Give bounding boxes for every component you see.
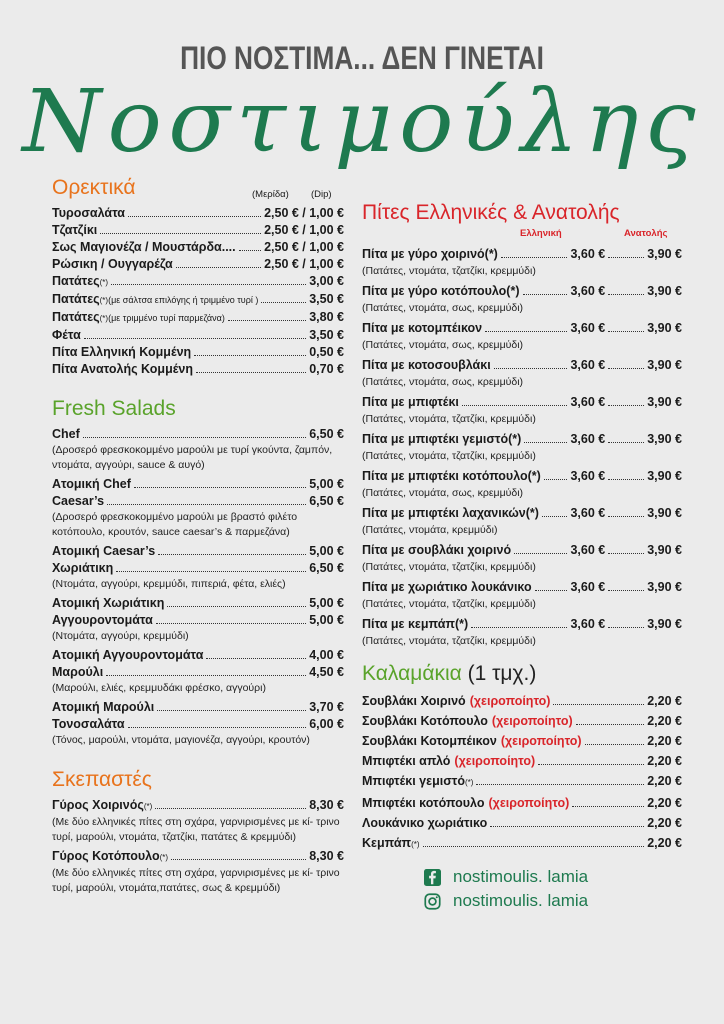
- dot-leader: [608, 516, 644, 517]
- col-label-dip: (Dip): [311, 189, 332, 200]
- menu-item-name: Γύρος Χοιρινός: [52, 798, 144, 812]
- menu-item-price: 6,50 €: [309, 494, 344, 508]
- dot-leader: [553, 704, 644, 705]
- menu-item-desc: (Πατάτες, ντομάτα, τζατζίκι, κρεμμύδι): [362, 450, 536, 462]
- menu-item-row: [52, 361, 344, 378]
- dot-leader: [608, 627, 644, 628]
- menu-item-name: Πίτα με σουβλάκι χοιρινό: [362, 543, 512, 557]
- menu-item-price: 8,30 €: [309, 798, 344, 812]
- price-greek: 3,60 €: [570, 432, 606, 446]
- menu-item-desc: (Δροσερό φρεσκοκομμένο μαρούλι με τυρί γκούντα, ζαμπόν, ντομάτα, αγγούρι, sauce & αυγό): [52, 444, 333, 471]
- menu-item-row: [52, 664, 344, 681]
- handmade-label: (χειροποίητο): [500, 734, 582, 748]
- menu-item-name: Σουβλάκι Κοτόπουλο: [362, 714, 488, 728]
- dot-leader: [501, 257, 568, 258]
- menu-item-name: Chef: [52, 427, 80, 441]
- menu-item-row: [52, 560, 344, 577]
- instagram-icon: [424, 893, 441, 910]
- menu-item-name: Γύρος Κοτόπουλο: [52, 849, 160, 863]
- menu-item-price: 6,00 €: [309, 717, 344, 731]
- menu-item-row: [52, 543, 344, 560]
- menu-item-desc: (Ντομάτα, αγγούρι, κρεμμύδι, πιπεριά, φέτα, ελιές): [52, 578, 286, 590]
- menu-item-price: 5,00 €: [309, 477, 344, 491]
- menu-item-row: [362, 505, 682, 522]
- dot-leader: [476, 784, 644, 785]
- menu-item-row: [52, 612, 344, 629]
- menu-item-row: [362, 542, 682, 559]
- menu-item-row: [52, 273, 344, 291]
- menu-item-name: Πίτα με γύρο χοιρινό: [362, 247, 485, 261]
- footnote-mark: (*): [484, 247, 498, 261]
- menu-item-price: 2,50 € / 1,00 €: [264, 257, 344, 271]
- price-anatolis: 3,90 €: [647, 395, 682, 409]
- menu-item-desc: (Τόνος, μαρούλι, ντομάτα, μαγιονέζα, αγγούρι, κρουτόν): [52, 734, 310, 746]
- menu-item-price: 2,20 €: [647, 836, 682, 850]
- menu-item-name: Πατάτες: [52, 310, 100, 324]
- menu-item-row: [52, 848, 344, 866]
- dot-leader: [490, 826, 644, 827]
- dot-leader: [155, 808, 306, 809]
- menu-item-price: 5,00 €: [309, 613, 344, 627]
- menu-item-price: 8,30 €: [309, 849, 344, 863]
- menu-item-row: [362, 283, 682, 300]
- dot-leader: [514, 553, 567, 554]
- menu-item-row: [52, 309, 344, 327]
- menu-item-row: [52, 256, 344, 273]
- menu-item-row: [362, 468, 682, 485]
- footnote-mark: (*): [464, 778, 474, 787]
- price-anatolis: 3,90 €: [647, 321, 682, 335]
- dot-leader: [196, 372, 306, 373]
- menu-item-row: [362, 431, 682, 448]
- menu-item-name: Πίτα με μπιφτέκι κοτόπουλο: [362, 469, 528, 483]
- price-greek: 3,60 €: [570, 321, 606, 335]
- menu-item-desc: (Πατάτες, ντομάτα, σως, κρεμμύδι): [362, 487, 524, 499]
- footnote-mark: (*): [411, 840, 420, 849]
- pites-list: [362, 246, 682, 649]
- col-label-anatolis: Ανατολής: [624, 228, 668, 239]
- dot-leader: [544, 479, 568, 480]
- dot-leader: [156, 623, 306, 624]
- menu-item-name: Μπιφτέκι γεμιστό: [362, 774, 465, 788]
- right-column: [362, 200, 682, 913]
- menu-item-name: Ατομική Μαρούλι: [52, 700, 155, 714]
- dot-leader: [608, 553, 644, 554]
- price-anatolis: 3,90 €: [647, 247, 682, 261]
- dot-leader: [471, 627, 567, 628]
- menu-item-price: 3,50 €: [309, 292, 344, 306]
- menu-item-price: 5,00 €: [309, 596, 344, 610]
- price-anatolis: 3,90 €: [647, 358, 682, 372]
- menu-item-price: 2,50 € / 1,00 €: [264, 223, 344, 237]
- salads-list: [52, 426, 344, 748]
- price-greek: 3,60 €: [570, 506, 606, 520]
- facebook-handle: nostimoulis. lamia: [453, 867, 589, 886]
- menu-item-row: [362, 711, 682, 731]
- skepastes-list: [52, 797, 344, 896]
- dot-leader: [608, 442, 644, 443]
- menu-item-price: 2,50 € / 1,00 €: [264, 206, 344, 220]
- menu-item-name: Ατομική Αγγουροντομάτα: [52, 648, 204, 662]
- menu-item-row: [52, 647, 344, 664]
- menu-item-price: 2,50 € / 1,00 €: [264, 240, 344, 254]
- kalamakia-suffix: (1 τμχ.): [467, 662, 537, 685]
- tagline: ΠΙΟ ΝΟΣΤΙΜΑ... ΔΕΝ ΓΙΝΕΤΑΙ: [180, 40, 544, 76]
- menu-item-price: 2,20 €: [647, 774, 682, 788]
- footnote-mark: (*): [527, 469, 541, 483]
- facebook-icon: [424, 869, 441, 886]
- dot-leader: [542, 516, 568, 517]
- menu-item-price: 2,20 €: [647, 754, 682, 768]
- menu-item-row: [52, 291, 344, 309]
- footnote-mark: (*): [506, 284, 520, 298]
- dot-leader: [100, 233, 261, 234]
- menu-item-price: 6,50 €: [309, 561, 344, 575]
- menu-item-name: Caesar’s: [52, 494, 105, 508]
- left-column: [52, 175, 344, 899]
- price-greek: 3,60 €: [570, 617, 606, 631]
- menu-item-price: 0,50 €: [309, 345, 344, 359]
- menu-item-name: Ατομική Caesar’s: [52, 544, 156, 558]
- price-greek: 3,60 €: [570, 543, 606, 557]
- menu-item-desc: (Με δύο ελληνικές πίτες στη σχάρα, γαρνιρισμένες με κί- τρινο τυρί, μαρούλι, ντομάτα, τζατζίκι, πατάτες & κρεμμύδι): [52, 816, 340, 843]
- footnote-mark: (*): [99, 314, 109, 323]
- footnote-mark: (*): [454, 617, 469, 631]
- footnote-mark: (*): [99, 296, 109, 305]
- menu-item-row: [52, 426, 344, 443]
- menu-item-row: [362, 833, 682, 855]
- menu-item-row: [52, 327, 344, 344]
- menu-item-name: Τονοσαλάτα: [52, 717, 125, 731]
- dot-leader: [608, 294, 644, 295]
- price-greek: 3,60 €: [570, 580, 606, 594]
- menu-item-desc: (Πατάτες, ντομάτα, τζατζίκι, κρεμμύδι): [362, 635, 536, 647]
- footnote-mark: (*): [525, 506, 539, 520]
- handmade-label: (χειροποίητο): [469, 694, 551, 708]
- dot-leader: [572, 806, 644, 807]
- col-label-portion: (Μερίδα): [252, 189, 289, 200]
- menu-item-name: Πατάτες: [52, 274, 100, 288]
- orektika-list: [52, 205, 344, 378]
- dot-leader: [608, 590, 644, 591]
- dot-leader: [128, 727, 307, 728]
- dot-leader: [608, 368, 644, 369]
- section-title-kalamakia: Καλαμάκια: [362, 662, 462, 685]
- facebook-link[interactable]: [424, 865, 682, 889]
- menu-item-price: 4,50 €: [309, 665, 344, 679]
- menu-item-price: 3,50 €: [309, 328, 344, 342]
- menu-item-name: Σουβλάκι Κοτομπέικον: [362, 734, 497, 748]
- menu-item-name: Ατομική Chef: [52, 477, 131, 491]
- orektika-header: [52, 175, 344, 201]
- dot-leader: [171, 859, 306, 860]
- price-greek: 3,60 €: [570, 247, 606, 261]
- col-label-greek: Ελληνική: [520, 228, 562, 239]
- menu-item-name: Πίτα με κοτομπέικον: [362, 321, 483, 335]
- kalamakia-list: [362, 691, 682, 855]
- menu-item-price: 3,00 €: [309, 274, 344, 288]
- menu-item-row: [52, 493, 344, 510]
- menu-item-name: Ρώσικη / Ουγγαρέζα: [52, 257, 173, 271]
- menu-item-row: [362, 793, 682, 813]
- section-title-skepastes: Σκεπαστές: [52, 768, 152, 791]
- dot-leader: [111, 284, 306, 285]
- menu-item-row: [362, 579, 682, 596]
- dot-leader: [538, 764, 644, 765]
- dot-leader: [228, 320, 306, 321]
- menu-item-desc: (Δροσερό φρεσκοκομμένο μαρούλι με βραστό φιλέτο κοτόπουλο, κρουτόν, sauce caesar’s & παρμεζάνα): [52, 511, 298, 538]
- menu-item-desc: (Πατάτες, ντομάτα, σως, κρεμμύδι): [362, 302, 524, 314]
- dot-leader: [608, 331, 644, 332]
- menu-item-row: [52, 797, 344, 815]
- dot-leader: [535, 590, 568, 591]
- dot-leader: [485, 331, 567, 332]
- menu-item-name: Τζατζίκι: [52, 223, 98, 237]
- instagram-handle: nostimoulis. lamia: [453, 891, 589, 910]
- menu-item-row: [362, 751, 682, 771]
- menu-item-price: 4,00 €: [309, 648, 344, 662]
- menu-item-row: [52, 205, 344, 222]
- menu-item-name: Πίτα με μπιφτέκι λαχανικών: [362, 506, 526, 520]
- menu-item-name: Λουκάνικο χωριάτικο: [362, 816, 488, 830]
- menu-item-row: [52, 344, 344, 361]
- dot-leader: [83, 437, 306, 438]
- price-anatolis: 3,90 €: [647, 506, 682, 520]
- menu-item-price: 3,70 €: [309, 700, 344, 714]
- menu-item-name: Σουβλάκι Χοιρινό: [362, 694, 466, 708]
- menu-item-name: Πίτα Ανατολής Κομμένη: [52, 362, 193, 376]
- menu-item-name: Πίτα με χωριάτικο λουκάνικο: [362, 580, 532, 594]
- menu-item-desc: (Πατάτες, ντομάτα, σως, κρεμμύδι): [362, 376, 524, 388]
- dot-leader: [206, 658, 306, 659]
- menu-item-name: Τυροσαλάτα: [52, 206, 125, 220]
- price-anatolis: 3,90 €: [647, 580, 682, 594]
- menu-item-name: Μαρούλι: [52, 665, 104, 679]
- menu-item-row: [362, 357, 682, 374]
- menu-item-desc: (Πατάτες, ντομάτα, σως, κρεμμύδι): [362, 339, 524, 351]
- menu-item-row: [362, 616, 682, 633]
- dot-leader: [585, 744, 645, 745]
- dot-leader: [524, 442, 567, 443]
- menu-item-desc: (Ντομάτα, αγγούρι, κρεμμύδι): [52, 630, 189, 642]
- handmade-label: (χειροποίητο): [491, 714, 573, 728]
- dot-leader: [576, 724, 645, 725]
- menu-item-price: 6,50 €: [309, 427, 344, 441]
- menu-item-name: Πίτα με μπιφτέκι γεμιστό: [362, 432, 509, 446]
- dot-leader: [523, 294, 568, 295]
- price-greek: 3,60 €: [570, 284, 606, 298]
- menu-item-name: Πίτα με κοτοσουβλάκι: [362, 358, 491, 372]
- handmade-label: (χειροποίητο): [488, 796, 570, 810]
- price-anatolis: 3,90 €: [647, 469, 682, 483]
- menu-item-row: [52, 222, 344, 239]
- menu-item-name: Κεμπάπ: [362, 836, 412, 850]
- menu-item-name: Ατομική Χωριάτικη: [52, 596, 165, 610]
- kalamakia-header: [362, 661, 682, 687]
- menu-item-note: (με σάλτσα επιλόγης ή τριμμένο τυρί ): [108, 295, 259, 305]
- dot-leader: [239, 250, 261, 251]
- menu-item-price: 2,20 €: [647, 734, 682, 748]
- section-title-salads: Fresh Salads: [52, 397, 176, 420]
- dot-leader: [84, 338, 306, 339]
- menu-item-desc: (Πατάτες, ντομάτα, κρεμμύδι): [362, 524, 498, 536]
- dot-leader: [608, 479, 644, 480]
- footnote-mark: (*): [143, 802, 153, 811]
- dot-leader: [107, 504, 306, 505]
- menu-item-row: [52, 476, 344, 493]
- footnote-mark: (*): [159, 853, 169, 862]
- price-greek: 3,60 €: [570, 395, 606, 409]
- menu-item-name: Αγγουροντομάτα: [52, 613, 153, 627]
- pites-col-labels: [362, 226, 682, 242]
- menu-item-row: [362, 394, 682, 411]
- menu-item-name: Πίτα με κεμπάπ: [362, 617, 455, 631]
- menu-item-row: [52, 716, 344, 733]
- menu-item-name: Φέτα: [52, 328, 81, 342]
- dot-leader: [261, 302, 306, 303]
- footnote-mark: (*): [508, 432, 522, 446]
- menu-item-price: 5,00 €: [309, 544, 344, 558]
- dot-leader: [167, 606, 306, 607]
- menu-item-row: [362, 246, 682, 263]
- menu-item-desc: (Πατάτες, ντομάτα, τζατζίκι, κρεμμύδι): [362, 561, 536, 573]
- menu-item-name: Χωριάτικη: [52, 561, 114, 575]
- menu-item-desc: (Μαρούλι, ελιές, κρεμμυδάκι φρέσκο, αγγούρι): [52, 682, 266, 694]
- menu-item-name: Πίτα με μπιφτέκι: [362, 395, 459, 409]
- menu-item-price: 0,70 €: [309, 362, 344, 376]
- dot-leader: [494, 368, 568, 369]
- dot-leader: [158, 554, 306, 555]
- instagram-link[interactable]: [424, 889, 682, 913]
- dot-leader: [462, 405, 568, 406]
- section-title-pites: Πίτες Ελληνικές & Ανατολής: [362, 201, 620, 224]
- brand-logo: Νοστιμούλης: [22, 72, 702, 172]
- menu-item-desc: (Πατάτες, ντομάτα, τζατζίκι, κρεμμύδι): [362, 598, 536, 610]
- price-greek: 3,60 €: [570, 358, 606, 372]
- menu-item-name: Πατάτες: [52, 292, 100, 306]
- menu-item-name: Σως Μαγιονέζα / Μουστάρδα....: [52, 240, 236, 254]
- menu-item-row: [52, 239, 344, 256]
- dot-leader: [116, 571, 306, 572]
- section-title-orektika: Ορεκτικά: [52, 176, 136, 199]
- menu-item-name: Μπιφτέκι κοτόπουλο: [362, 796, 485, 810]
- dot-leader: [608, 405, 644, 406]
- dot-leader: [106, 675, 306, 676]
- menu-item-row: [362, 731, 682, 751]
- menu-item-name: Πίτα με γύρο κοτόπουλο: [362, 284, 507, 298]
- menu-item-row: [52, 699, 344, 716]
- dot-leader: [157, 710, 306, 711]
- dot-leader: [128, 216, 261, 217]
- menu-item-row: [362, 320, 682, 337]
- dot-leader: [134, 487, 306, 488]
- price-greek: 3,60 €: [570, 469, 606, 483]
- menu-item-name: Πίτα Ελληνική Κομμένη: [52, 345, 192, 359]
- dot-leader: [194, 355, 306, 356]
- dot-leader: [176, 267, 261, 268]
- price-anatolis: 3,90 €: [647, 617, 682, 631]
- menu-item-desc: (Πατάτες, ντομάτα, τζατζίκι, κρεμμύδι): [362, 265, 536, 277]
- price-anatolis: 3,90 €: [647, 432, 682, 446]
- menu-item-row: [52, 595, 344, 612]
- menu-item-desc: (Πατάτες, ντομάτα, τζατζίκι, κρεμμύδι): [362, 413, 536, 425]
- menu-item-desc: (Με δύο ελληνικές πίτες στη σχάρα, γαρνιρισμένες με κί- τρινο τυρί, μαρούλι, ντομάτα,πατάτες, σως & κρεμμύδι): [52, 867, 340, 894]
- menu-item-row: [362, 691, 682, 711]
- menu-item-price: 2,20 €: [647, 694, 682, 708]
- menu-item-note: (με τριμμένο τυρί παρμεζάνα): [108, 313, 225, 323]
- menu-item-price: 2,20 €: [647, 816, 682, 830]
- menu-item-row: [362, 813, 682, 833]
- dot-leader: [423, 846, 645, 847]
- footnote-mark: (*): [99, 278, 109, 287]
- menu-item-row: [362, 771, 682, 793]
- menu-item-price: 2,20 €: [647, 714, 682, 728]
- dot-leader: [608, 257, 644, 258]
- menu-item-price: 2,20 €: [647, 796, 682, 810]
- price-anatolis: 3,90 €: [647, 284, 682, 298]
- handmade-label: (χειροποίητο): [454, 754, 536, 768]
- menu-item-price: 3,80 €: [309, 310, 344, 324]
- menu-item-name: Μπιφτέκι απλό: [362, 754, 451, 768]
- price-anatolis: 3,90 €: [647, 543, 682, 557]
